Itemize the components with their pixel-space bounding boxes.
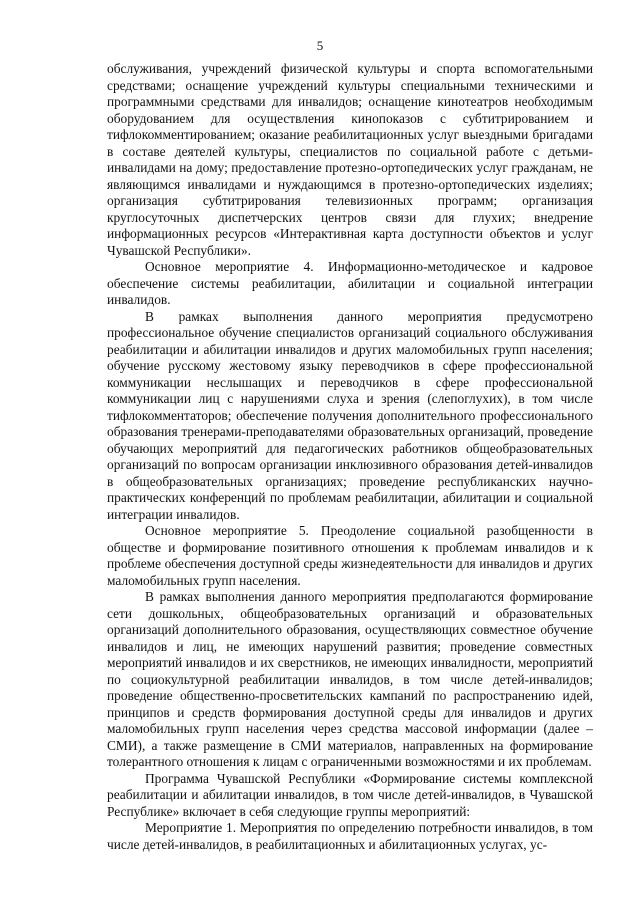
- paragraph-measure-4-body: В рамках выполнения данного мероприятия предусмотрено профессиональное обучение специалистов организаций социального обслуживания реабилитации и абилитации инвалидов и других маломобильных групп населения; обучение русскому жестовому языку переводчиков в сфере профессиональной коммуникации неслышащих и переводчиков в сфере профессиональной коммуникации лиц с нарушениями слуха и зрения (слепоглухих), в том числе тифлокомментаторов; обеспечение получения дополнительного профессионального образования тренерами-преподавателями образовательных организаций, проведение обучающих мероприятий для педагогических работников общеобразовательных организаций по вопросам организации инклюзивного образования детей-инвалидов в общеобразовательных организациях; проведение республиканских научно-практических конференций по проблемам реабилитации, абилитации и социальной интеграции инвалидов.: [107, 308, 593, 522]
- paragraph-measure-4-title: Основное мероприятие 4. Информационно-методическое и кадровое обеспечение системы реабилитации, абилитации и социальной интеграции инвалидов.: [107, 259, 593, 307]
- paragraph-measure-5-title: Основное мероприятие 5. Преодоление социальной разобщенности в обществе и формирование позитивного отношения к проблемам инвалидов и к проблеме обеспечения доступной среды жизнедеятельности для инвалидов и других маломобильных групп населения.: [107, 523, 593, 588]
- paragraph-program-intro: Программа Чувашской Республики «Формирование системы комплексной реабилитации и абилитации инвалидов, в том числе детей-инвалидов, в Чувашской Республике» включает в себя следующие группы мероприятий:: [107, 770, 593, 819]
- paragraph-activity-1: Мероприятие 1. Мероприятия по определению потребности инвалидов, в том числе детей-инвалидов, в реабилитационных и абилитационных услугах, ус-: [107, 820, 593, 852]
- paragraph-measure-5-body: В рамках выполнения данного мероприятия предполагаются формирование сети дошкольных, общеобразовательных организаций и образовательных организаций дополнительного образования, осуществляющих совместное обучение инвалидов и лиц, не имеющих нарушений развития; проведение совместных мероприятий инвалидов и их сверстников, не имеющих инвалидности, мероприятий по социокультурной реабилитации инвалидов, в том числе детей-инвалидов; проведение общественно-просветительских кампаний по распространению идей, принципов и средств формирования доступной среды для инвалидов и других маломобильных групп населения через средства массовой информации (далее – СМИ), а также размещение в СМИ материалов, направленных на формирование толерантного отношения к лицам с ограниченными возможностями и их проблемам.: [107, 589, 593, 769]
- document-body: [107, 61, 593, 853]
- page-number: 5: [316, 38, 324, 53]
- paragraph-continuation: обслуживания, учреждений физической культуры и спорта вспомогательными средствами; оснащение учреждений культуры специальными техническими и программными средствами для инвалидов; оснащение кинотеатров необходимым оборудованием для осуществления кинопоказов с субтитрированием и тифлокомментированием; оказание реабилитационных услуг выездными бригадами в составе деятелей культуры, специалистов по социальной работе с детьми-инвалидами на дому; предоставление протезно-ортопедических услуг гражданам, не являющимся инвалидами и нуждающимся в протезно-ортопедических изделиях; организация субтитрирования телевизионных программ; организация круглосуточных диспетчерских центров связи для глухих; внедрение информационных ресурсов «Интерактивная карта доступности объектов и услуг Чувашской Республики».: [107, 61, 593, 258]
